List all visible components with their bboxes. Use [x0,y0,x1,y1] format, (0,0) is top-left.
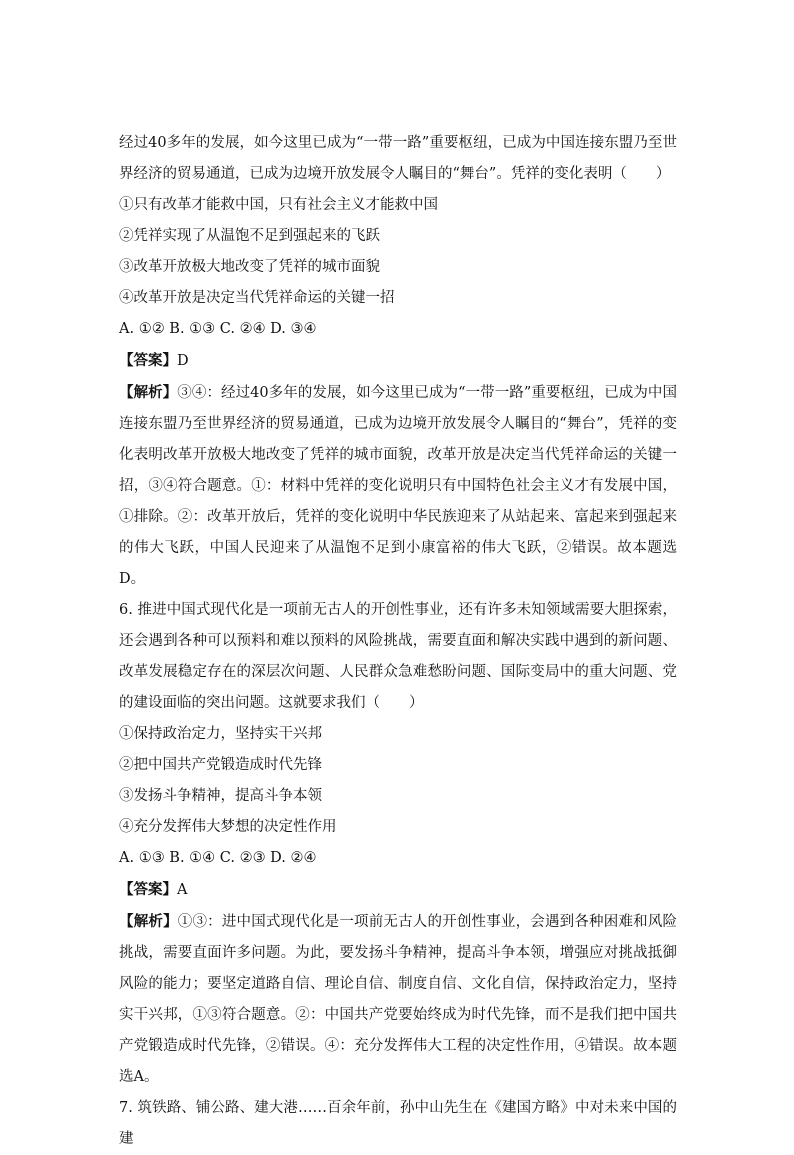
question-5-analysis [119,377,677,595]
question-7-stem: 7. 筑铁路、铺公路、建大港……百余年前，孙中山先生在《建国方略》中对未来中国的建 [119,1100,677,1147]
question-6-analysis [119,906,677,1093]
answer-label: 【答案】 [119,352,177,369]
analysis-label: 【解析】 [119,384,178,401]
question-6-option-4: ④充分发挥伟大梦想的决定性作用 [119,819,337,835]
answer-value: A [177,882,188,898]
question-5-stem: 经过40多年的发展，如今这里已成为“一带一路”重要枢纽，已成为中国连接东盟乃至世界经济的贸易通道，已成为边境开放发展令人瞩目的“舞台”。凭祥的变化表明（ ） [119,135,677,182]
question-6-option-1: ①保持政治定力，坚持实干兴邦 [119,726,322,742]
question-5-option-3: ③改革开放极大地改变了凭祥的城市面貌 [119,259,380,275]
question-5-option-4: ④改革开放是决定当代凭祥命运的关键一招 [119,290,395,306]
analysis-text: ③④：经过40多年的发展，如今这里已成为“一带一路”重要枢纽，已成为中国连接东盟乃至世界经济的贸易通道，已成为边境开放发展令人瞩目的“舞台”，凭祥的变化表明改革开放极大地改变了凭祥的城市面貌，改革开放是决定当代凭祥命运的关键一招，③④符合题意。①：材料中凭祥的变化说明只有中国特色社会主义才有发展中国，①排除。②：改革开放后，凭祥的变化说明中华民族迎来了从站起来、富起来到强起来的伟大飞跃，中国人民迎来了从温饱不足到小康富裕的伟大飞跃，②错误。故本题选D。 [119,385,678,587]
question-6-choices: A. ①③ B. ①④ C. ②③ D. ②④ [119,850,317,866]
question-6-option-2: ②把中国共产党锻造成时代先锋 [119,757,322,773]
question-6-answer [119,874,677,906]
document-page [119,128,677,1155]
question-5-choices: A. ①② B. ①③ C. ②④ D. ③④ [119,321,317,337]
question-6-option-3: ③发扬斗争精神，提高斗争本领 [119,788,322,804]
question-5-answer [119,345,677,377]
answer-value: D [177,353,189,369]
question-5-option-2: ②凭祥实现了从温饱不足到强起来的飞跃 [119,228,380,244]
question-5-option-1: ①只有改革才能救中国，只有社会主义才能救中国 [119,197,438,213]
question-6-stem: 6. 推进中国式现代化是一项前无古人的开创性事业，还有许多未知领域需要大胆探索，还会遇到各种可以预料和难以预料的风险挑战，需要直面和解决实践中遇到的新问题、改革发展稳定存在的深层次问题、人民群众急难愁盼问题、国际变局中的重大问题、党的建设面临的突出问题。这就要求我们（ ） [119,602,677,711]
answer-label: 【答案】 [119,881,177,898]
analysis-label: 【解析】 [119,913,178,930]
analysis-text: ①③：进中国式现代化是一项前无古人的开创性事业，会遇到各种困难和风险挑战，需要直面许多问题。为此，要发扬斗争精神，提高斗争本领，增强应对挑战抵御风险的能力；要坚定道路自信、理论自信、制度自信、文化自信，保持政治定力，坚持实干兴邦，①③符合题意。②：中国共产党要始终成为时代先锋，而不是我们把中国共产党锻造成时代先锋，②错误。④：充分发挥伟大工程的决定性作用，④错误。故本题选A。 [119,914,678,1085]
